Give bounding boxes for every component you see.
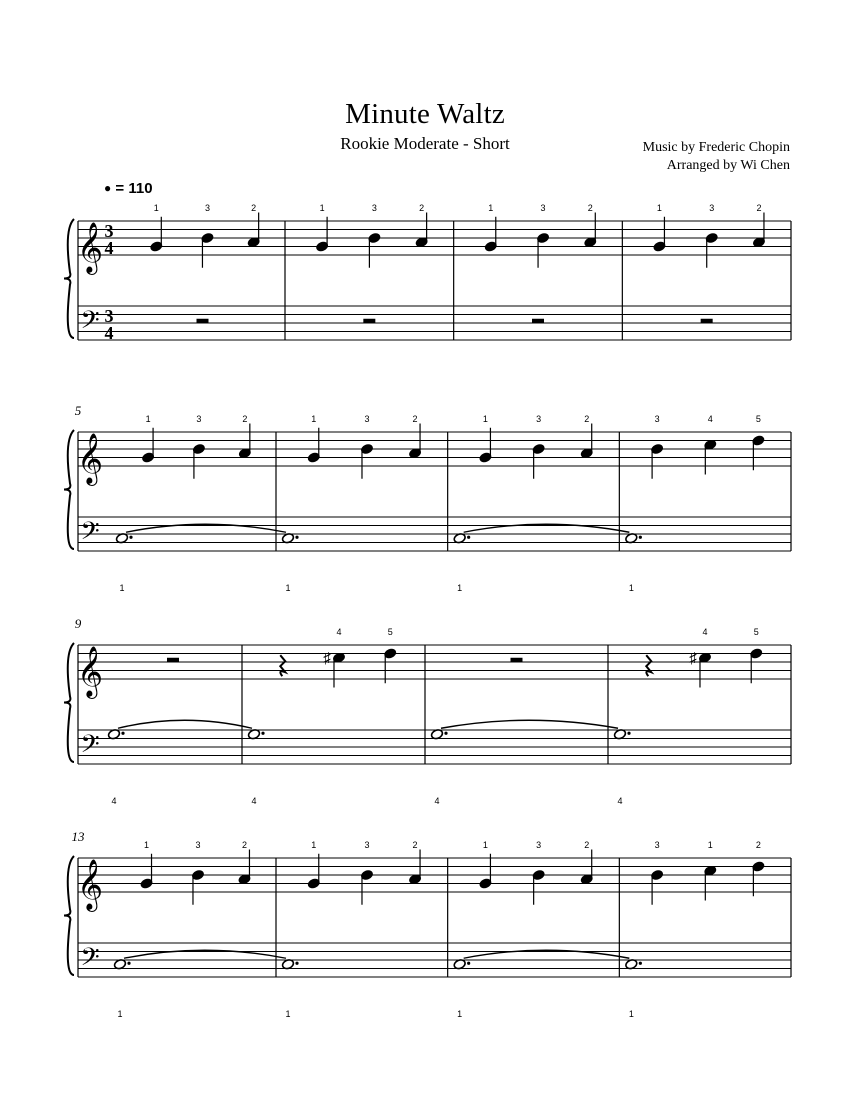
quarter-rest: [280, 655, 285, 676]
treble-clef-icon: 𝄞: [76, 859, 104, 910]
whole-rest: [532, 319, 544, 323]
bass-clef-icon: 𝄢: [80, 306, 100, 342]
fingering-number: 1: [482, 840, 488, 850]
fingering-number: 2: [251, 203, 257, 213]
bass-clef-icon: 𝄢: [80, 943, 100, 979]
composer-credit: Music by Frederic Chopin: [642, 140, 790, 155]
fingering-number: 4: [251, 796, 257, 806]
fingering-number: 1: [311, 840, 317, 850]
whole-rest: [197, 319, 209, 323]
dotted-note-dot: [467, 962, 470, 965]
tie-curve: [118, 720, 252, 728]
fingering-number: 4: [617, 796, 623, 806]
treble-clef-icon: 𝄞: [76, 646, 104, 697]
arranger-credit: Arranged by Wi Chen: [666, 158, 790, 173]
tempo-note-icon: ●: [104, 181, 112, 195]
fingering-number: 3: [364, 840, 370, 850]
dotted-note-dot: [639, 536, 642, 539]
fingering-number: 1: [145, 414, 151, 424]
fingering-number: 3: [654, 840, 660, 850]
fingering-number: 3: [195, 840, 201, 850]
fingering-number: 1: [285, 1009, 291, 1019]
fingering-number: 4: [434, 796, 440, 806]
fingering-number: 3: [536, 414, 542, 424]
fingering-number: 2: [242, 414, 248, 424]
whole-rest: [511, 658, 523, 662]
fingering-number: 4: [111, 796, 117, 806]
dotted-note-dot: [295, 536, 298, 539]
dotted-note-dot: [627, 732, 630, 735]
tempo-value: = 110: [115, 180, 153, 197]
measure-number: 5: [74, 403, 82, 418]
fingering-number: 3: [196, 414, 202, 424]
dotted-note-dot: [121, 732, 124, 735]
brace: [64, 643, 74, 762]
dotted-note-dot: [295, 962, 298, 965]
dotted-note-dot: [261, 732, 264, 735]
time-signature-top: 3: [104, 306, 114, 326]
fingering-number: 2: [241, 840, 247, 850]
fingering-number: 1: [628, 583, 634, 593]
quarter-rest: [646, 655, 651, 676]
dotted-note-dot: [467, 536, 470, 539]
fingering-number: 4: [702, 627, 708, 637]
fingering-number: 4: [707, 414, 713, 424]
fingering-number: 3: [654, 414, 660, 424]
time-signature-top: 3: [104, 221, 114, 241]
fingering-number: 1: [311, 414, 317, 424]
fingering-number: 1: [488, 203, 494, 213]
treble-clef-icon: 𝄞: [76, 433, 104, 484]
fingering-number: 1: [144, 840, 150, 850]
bass-clef-icon: 𝄢: [80, 517, 100, 553]
fingering-number: 3: [709, 203, 715, 213]
fingering-number: 1: [319, 203, 325, 213]
bass-clef-icon: 𝄢: [80, 730, 100, 766]
fingering-number: 3: [204, 203, 210, 213]
piece-title: Minute Waltz: [345, 98, 505, 130]
brace: [64, 219, 74, 338]
fingering-number: 2: [587, 203, 593, 213]
measure-number: 9: [74, 616, 82, 631]
fingering-number: 2: [755, 840, 761, 850]
fingering-number: 1: [285, 583, 291, 593]
fingering-number: 1: [457, 583, 463, 593]
fingering-number: 3: [364, 414, 370, 424]
fingering-number: 2: [419, 203, 425, 213]
fingering-number: 1: [457, 1009, 463, 1019]
tie-curve: [441, 720, 618, 728]
fingering-number: 2: [584, 840, 590, 850]
fingering-number: 1: [656, 203, 662, 213]
fingering-number: 3: [540, 203, 546, 213]
fingering-number: 1: [119, 583, 125, 593]
arrangement-subtitle: Rookie Moderate - Short: [340, 134, 510, 153]
fingering-number: 4: [336, 627, 342, 637]
fingering-number: 1: [117, 1009, 123, 1019]
whole-rest: [701, 319, 713, 323]
fingering-number: 5: [387, 627, 393, 637]
dotted-note-dot: [444, 732, 447, 735]
fingering-number: 2: [412, 414, 418, 424]
whole-rest: [363, 319, 375, 323]
brace: [64, 856, 74, 975]
fingering-number: 3: [536, 840, 542, 850]
fingering-number: 1: [153, 203, 159, 213]
sharp-sign: ♯: [323, 650, 331, 667]
dotted-note-dot: [127, 962, 130, 965]
time-signature-bottom: 4: [104, 238, 114, 258]
treble-clef-icon: 𝄞: [76, 222, 104, 273]
fingering-number: 3: [371, 203, 377, 213]
time-signature-bottom: 4: [104, 323, 114, 343]
brace: [64, 430, 74, 549]
fingering-number: 1: [628, 1009, 634, 1019]
fingering-number: 5: [755, 414, 761, 424]
fingering-number: 2: [756, 203, 762, 213]
dotted-note-dot: [639, 962, 642, 965]
dotted-note-dot: [129, 536, 132, 539]
fingering-number: 2: [584, 414, 590, 424]
sharp-sign: ♯: [689, 650, 697, 667]
fingering-number: 5: [753, 627, 759, 637]
measure-number: 13: [71, 829, 85, 844]
fingering-number: 1: [707, 840, 713, 850]
fingering-number: 1: [482, 414, 488, 424]
fingering-number: 2: [412, 840, 418, 850]
whole-rest: [167, 658, 179, 662]
